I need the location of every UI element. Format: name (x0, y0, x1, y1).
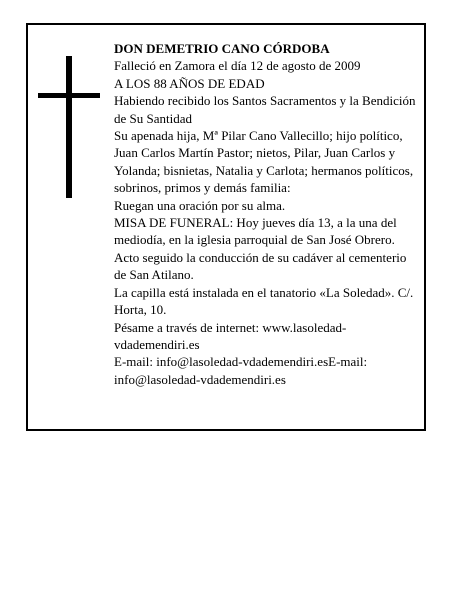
funeral-mass-line: MISA DE FUNERAL: Hoy jueves día 13, a la una del mediodía, en la iglesia parroquial de San José Obrero. (114, 215, 397, 248)
cross-horizontal-bar (38, 93, 100, 98)
cross-vertical-bar (66, 56, 72, 198)
obituary-text (114, 40, 419, 388)
burial-line: Acto seguido la conducción de su cadáver al cementerio de San Atilano. (114, 249, 407, 283)
obituary-notice (26, 23, 426, 431)
death-date-line: Falleció en Zamora el día 12 de agosto de 2009 (114, 58, 361, 74)
email-line: E-mail: info@lasoledad-vdademendiri.esE-mail: info@lasoledad-vdademendiri.es (114, 354, 368, 387)
prayer-line: Ruegan una oración por su alma. (114, 197, 286, 213)
age-line: A LOS 88 AÑOS DE EDAD (114, 75, 265, 91)
sacraments-line: Habiendo recibido los Santos Sacramentos y la Bendición de Su Santidad (114, 93, 416, 126)
chapel-line: La capilla está instalada en el tanatorio «La Soledad». C/. Horta, 10. (114, 284, 414, 318)
family-line: Su apenada hija, Mª Pilar Cano Vallecillo; hijo político, Juan Carlos Martín Pastor; nietos, Pilar, Juan Carlos y Yolanda; bisnietas, Natalia y Carlota; hermanos políticos, sobrinos, primos y demás familia: (114, 128, 414, 196)
deceased-name: DON DEMETRIO CANO CÓRDOBA (114, 41, 330, 56)
condolences-line: Pésame a través de internet: www.lasoledad-vdademendiri.es (114, 319, 347, 352)
